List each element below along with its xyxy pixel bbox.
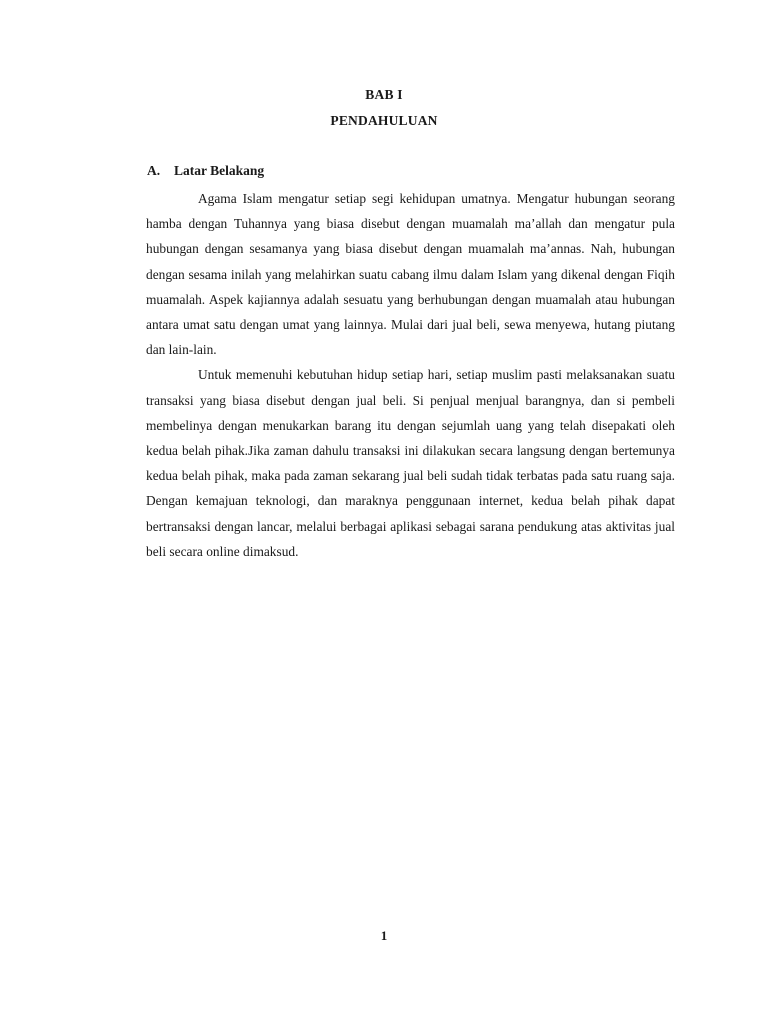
section-letter: A. xyxy=(147,163,161,178)
section-heading xyxy=(147,163,264,179)
page-number: 1 xyxy=(380,928,388,943)
chapter-title: PENDAHULUAN xyxy=(330,113,438,128)
body-text xyxy=(146,186,675,564)
paragraph: Agama Islam mengatur setiap segi kehidupan umatnya. Mengatur hubungan seorang hamba dengan Tuhannya yang biasa disebut dengan muamalah ma’allah dan mengatur pula hubungan dengan sesamanya yang biasa disebut dengan muamalah ma’annas. Nah, hubungan dengan sesama inilah yang melahirkan suatu cabang ilmu dalam Islam yang dikenal dengan Fiqih muamalah. Aspek kajiannya adalah sesuatu yang berhubungan dengan muamalah atau hubungan antara umat satu dengan umat yang lainnya. Mulai dari jual beli, sewa menyewa, hutang piutang dan lain-lain. xyxy=(146,191,675,358)
paragraph: Untuk memenuhi kebutuhan hidup setiap hari, setiap muslim pasti melaksanakan suatu transaksi yang biasa disebut dengan jual beli. Si penjual menjual barangnya, dan si pembeli membelinya dengan menukarkan barang itu dengan sejumlah uang yang telah disepakati oleh kedua belah pihak.Jika zaman dahulu transaksi ini dilakukan secara langsung dengan bertemunya kedua belah pihak, maka pada zaman sekarang jual beli sudah tidak terbatas pada satu ruang saja. Dengan kemajuan teknologi, dan maraknya penggunaan internet, kedua belah pihak dapat bertransaksi dengan lancar, melalui berbagai aplikasi sebagai sarana pendukung atas aktivitas jual beli secara online dimaksud. xyxy=(146,367,675,559)
section-title: Latar Belakang xyxy=(174,163,265,178)
chapter-number: BAB I xyxy=(365,87,403,102)
